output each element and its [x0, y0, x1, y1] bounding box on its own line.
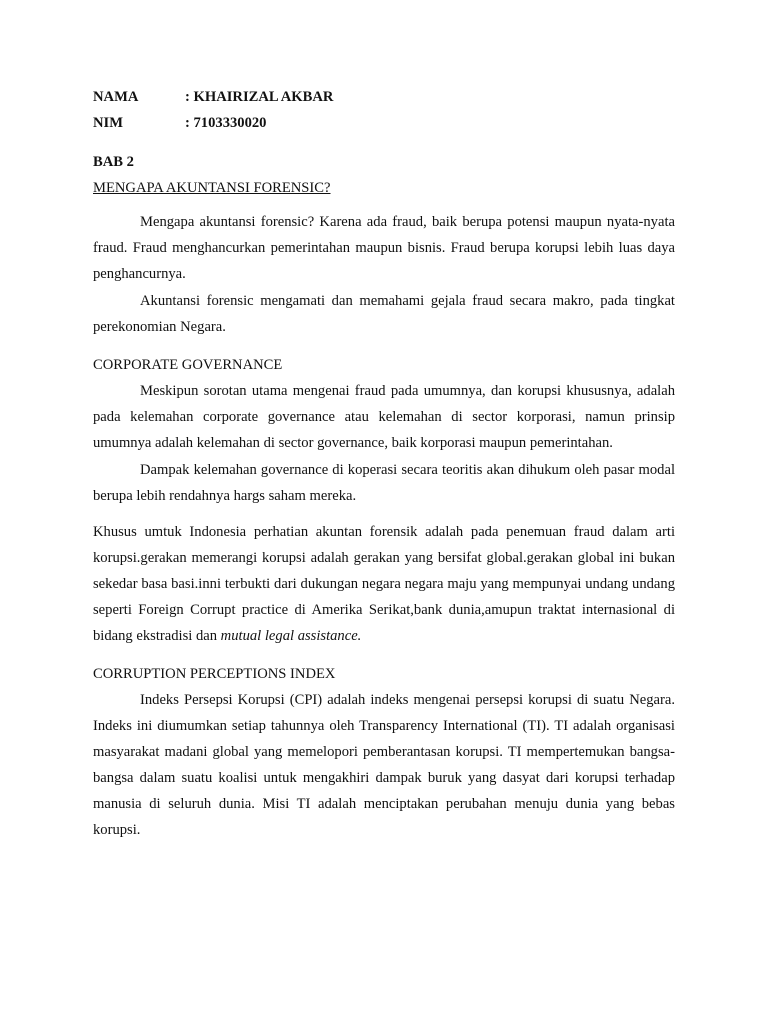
- intro-paragraph-2: Akuntansi forensic mengamati dan memahami gejala fraud secara makro, pada tingkat perekonomian Negara.: [93, 293, 675, 335]
- indonesia-paragraph: [93, 519, 675, 649]
- intro-paragraph-1: Mengapa akuntansi forensic? Karena ada fraud, baik berupa potensi maupun nyata-nyata fraud. Fraud menghancurkan pemerintahan maupun bisnis. Fraud berupa korupsi lebih luas daya penghancurnya.: [93, 214, 675, 282]
- name-value: : KHAIRIZAL AKBAR: [185, 89, 334, 105]
- corporate-governance-heading: CORPORATE GOVERNANCE: [93, 357, 283, 373]
- name-label: NAMA: [93, 89, 139, 105]
- document-body: [93, 86, 675, 843]
- nim-value: : 7103330020: [185, 115, 267, 131]
- nim-row: [93, 112, 675, 134]
- chapter-title: MENGAPA AKUNTANSI FORENSIC?: [93, 180, 331, 196]
- name-row: [93, 86, 675, 108]
- indonesia-italic-term: mutual legal assistance.: [220, 628, 362, 644]
- corporate-governance-paragraph-1: Meskipun sorotan utama mengenai fraud pada umumnya, dan korupsi khususnya, adalah pada kelemahan corporate governance atau kelemahan di sector korporasi, namun prinsip umumnya adalah kelemahan di sector governance, baik korporasi maupun pemerintahan.: [93, 383, 675, 451]
- chapter-number: BAB 2: [93, 154, 134, 170]
- cpi-paragraph: Indeks Persepsi Korupsi (CPI) adalah indeks mengenai persepsi korupsi di suatu Negara. Indeks ini diumumkan setiap tahunnya oleh Transparency International (TI). TI adalah organisasi masyarakat madani global yang memelopori pemberantasan korupsi. TI mempertemukan bangsa-bangsa dalam suatu koalisi untuk mengakhiri dampak buruk yang dasyat dari korupsi terhadap manusia di seluruh dunia. Misi TI adalah menciptakan perubahan menuju dunia yang bebas korupsi.: [93, 692, 675, 838]
- cpi-heading: CORRUPTION PERCEPTIONS INDEX: [93, 666, 336, 682]
- indonesia-text: Khusus umtuk Indonesia perhatian akuntan forensik adalah pada penemuan fraud dalam arti korupsi.gerakan memerangi korupsi adalah gerakan yang bersifat global.gerakan global ini bukan sekedar basa basi.inni terbukti dari dukungan negara negara maju yang mempunyai undang undang seperti Foreign Corrupt practice di Amerika Serikat,bank dunia,amupun traktat internasional di bidang ekstradisi dan: [93, 524, 675, 644]
- corporate-governance-paragraph-2: Dampak kelemahan governance di koperasi secara teoritis akan dihukum oleh pasar modal berupa lebih rendahnya hargs saham mereka.: [93, 462, 675, 504]
- nim-label: NIM: [93, 115, 123, 131]
